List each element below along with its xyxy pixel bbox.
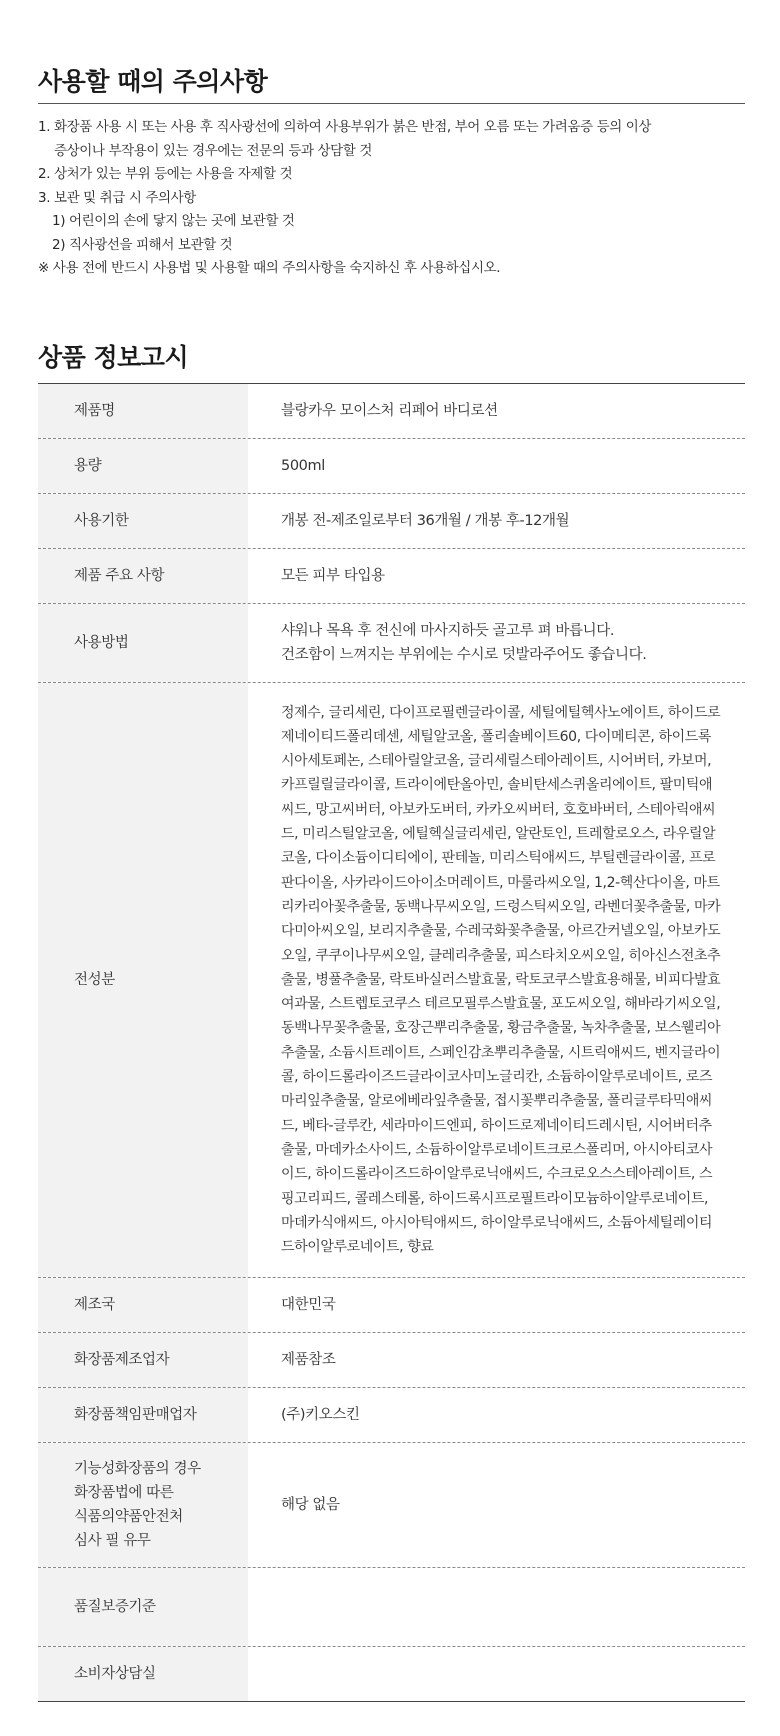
info-row-customer-service xyxy=(38,1647,745,1702)
info-label: 제품명 xyxy=(38,384,248,438)
caution-item-3-sub-1: 1) 어린이의 손에 닿지 않는 곳에 보관할 것 xyxy=(52,213,295,229)
info-row-manufacturer xyxy=(38,1333,745,1388)
info-value xyxy=(248,1568,745,1646)
info-label: 제품 주요 사항 xyxy=(38,549,248,603)
info-value: 샤워나 목욕 후 전신에 마사지하듯 골고루 펴 바릅니다. 건조함이 느껴지는 부위에는 수시로 덧발라주어도 좋습니다. xyxy=(281,623,647,663)
info-value: (주)키오스킨 xyxy=(281,1407,360,1423)
ingredients-text: 정제수, 글리세린, 다이프로필렌글라이콜, 세틸에틸헥사노에이트, 하이드로제네이티드폴리데센, 세틸알코올, 폴리솔베이트60, 다이메티콘, 하이드록시아세토페논, 스테아릴알코올, 글리세릴스테아레이트, 시어버터, 카보머, 카프릴릴글라이콜, 트라이에탄올아민, 솔비탄세스퀴올리에이트, 팔미틱애씨드, 망고씨버터, 아보카도버터, 카카오씨버터, 호호바버터, 스테아릭애씨드, 미리스틸알코올, 에틸헥실글리세린, 알란토인, 트레할로오스, 라우릴알코올, 다이소듐이디티에이, 판테놀, 미리스틱애씨드, 부틸렌글라이콜, 프로판다이올, 사카라이드아이소머레이트, 마룰라씨오일, 1,2-헥산다이올, 마트리카리아꽃추출물, 동백나무씨오일, 드렁스틱씨오일, 라벤더꽃추출물, 마카다미아씨오일, 보리지추출물, 수레국화꽃추출물, 아르간커넬오일, 아보카도오일, 쿠쿠이나무씨오일, 클레리추출물, 피스타치오씨오일, 히아신스전초추출물, 병풀추출물, 락토바실러스발효물, 락토코쿠스발효용해물, 비피다발효여과물, 스트렙토코쿠스 테르모필루스발효물, 포도씨오일, 해바라기씨오일, 동백나무꽃추출물, 호장근뿌리추출물, 황금추출물, 녹차추출물, 보스웰리아추출물, 소듐시트레이트, 스페인감초뿌리추출물, 시트릭애씨드, 벤지글라이콜, 하이드롤라이즈드글라이코사미노글리칸, 소듐하이알루로네이트, 로즈마리잎추출물, 알로에베라잎추출물, 접시꽃뿌리추출물, 폴리글루타믹애씨드, 베타-글루칸, 세라마이드엔피, 하이드로제네이티드레시틴, 시어버터추출물, 마데카소사이드, 소듐하이알루로네이트크로스폴리머, 아시아티코사이드, 하이드롤라이즈드하이알루로닉애씨드, 수크로오스스테아레이트, 스핑고리피드, 콜레스테롤, 하이드록시프로필트라이모늄하이알루로네이트, 마데카식애씨드, 아시아틱애씨드, 하이알루로닉애씨드, 소듐아세틸레이티드하이알루로네이트, 향료 xyxy=(281,704,721,1256)
info-value: 블랑카우 모이스처 리페어 바디로션 xyxy=(281,403,498,419)
info-label: 전성분 xyxy=(38,683,248,1277)
info-row-functional-review xyxy=(38,1443,745,1568)
info-row-key-features xyxy=(38,549,745,604)
caution-item-3: 3. 보관 및 취급 시 주의사항 xyxy=(38,189,196,206)
info-label: 품질보증기준 xyxy=(38,1568,248,1646)
caution-item-1: 1. 화장품 사용 시 또는 사용 후 직사광선에 의하여 사용부위가 붉은 반점, 부어 오름 또는 가려움증 등의 이상 xyxy=(38,119,652,135)
info-value: 대한민국 xyxy=(281,1297,336,1313)
product-info-table xyxy=(38,383,745,1702)
info-row-quality-standard xyxy=(38,1568,745,1647)
caution-list xyxy=(38,116,745,281)
info-label: 사용기한 xyxy=(38,494,248,548)
caution-item-3-sub-2: 2) 직사광선을 피해서 보관할 것 xyxy=(52,236,233,253)
info-value: 500ml xyxy=(281,458,325,474)
caution-divider xyxy=(38,103,745,104)
info-value: 모든 피부 타입용 xyxy=(281,568,385,584)
info-value: 제품참조 xyxy=(281,1352,336,1368)
info-label: 용량 xyxy=(38,439,248,493)
info-label: 화장품제조업자 xyxy=(38,1333,248,1387)
info-value: 개봉 전-제조일로부터 36개월 / 개봉 후-12개월 xyxy=(281,513,570,529)
info-row-ingredients xyxy=(38,683,745,1278)
info-label: 화장품책임판매업자 xyxy=(38,1388,248,1442)
info-label: 사용방법 xyxy=(38,604,248,682)
caution-title: 사용할 때의 주의사항 xyxy=(38,67,268,96)
caution-item-2: 2. 상처가 있는 부위 등에는 사용을 자제할 것 xyxy=(38,166,293,182)
info-row-product-name xyxy=(38,384,745,439)
info-label: 제조국 xyxy=(38,1278,248,1332)
info-row-distributor xyxy=(38,1388,745,1443)
info-row-country xyxy=(38,1278,745,1333)
info-label: 소비자상담실 xyxy=(38,1647,248,1701)
info-row-expiry xyxy=(38,494,745,549)
info-value: 해당 없음 xyxy=(281,1497,340,1513)
caution-note: ※ 사용 전에 반드시 사용법 및 사용할 때의 주의사항을 숙지하신 후 사용하십시오. xyxy=(38,260,501,276)
info-value xyxy=(248,1647,745,1701)
info-value xyxy=(248,683,745,1277)
caution-item-1-cont: 증상이나 부작용이 있는 경우에는 전문의 등과 상담할 것 xyxy=(54,142,372,159)
info-row-usage xyxy=(38,604,745,683)
info-row-volume xyxy=(38,439,745,494)
info-label: 기능성화장품의 경우 화장품법에 따른 식품의약품안전처 심사 필 유무 xyxy=(38,1443,248,1567)
product-info-title: 상품 정보고시 xyxy=(38,343,189,372)
